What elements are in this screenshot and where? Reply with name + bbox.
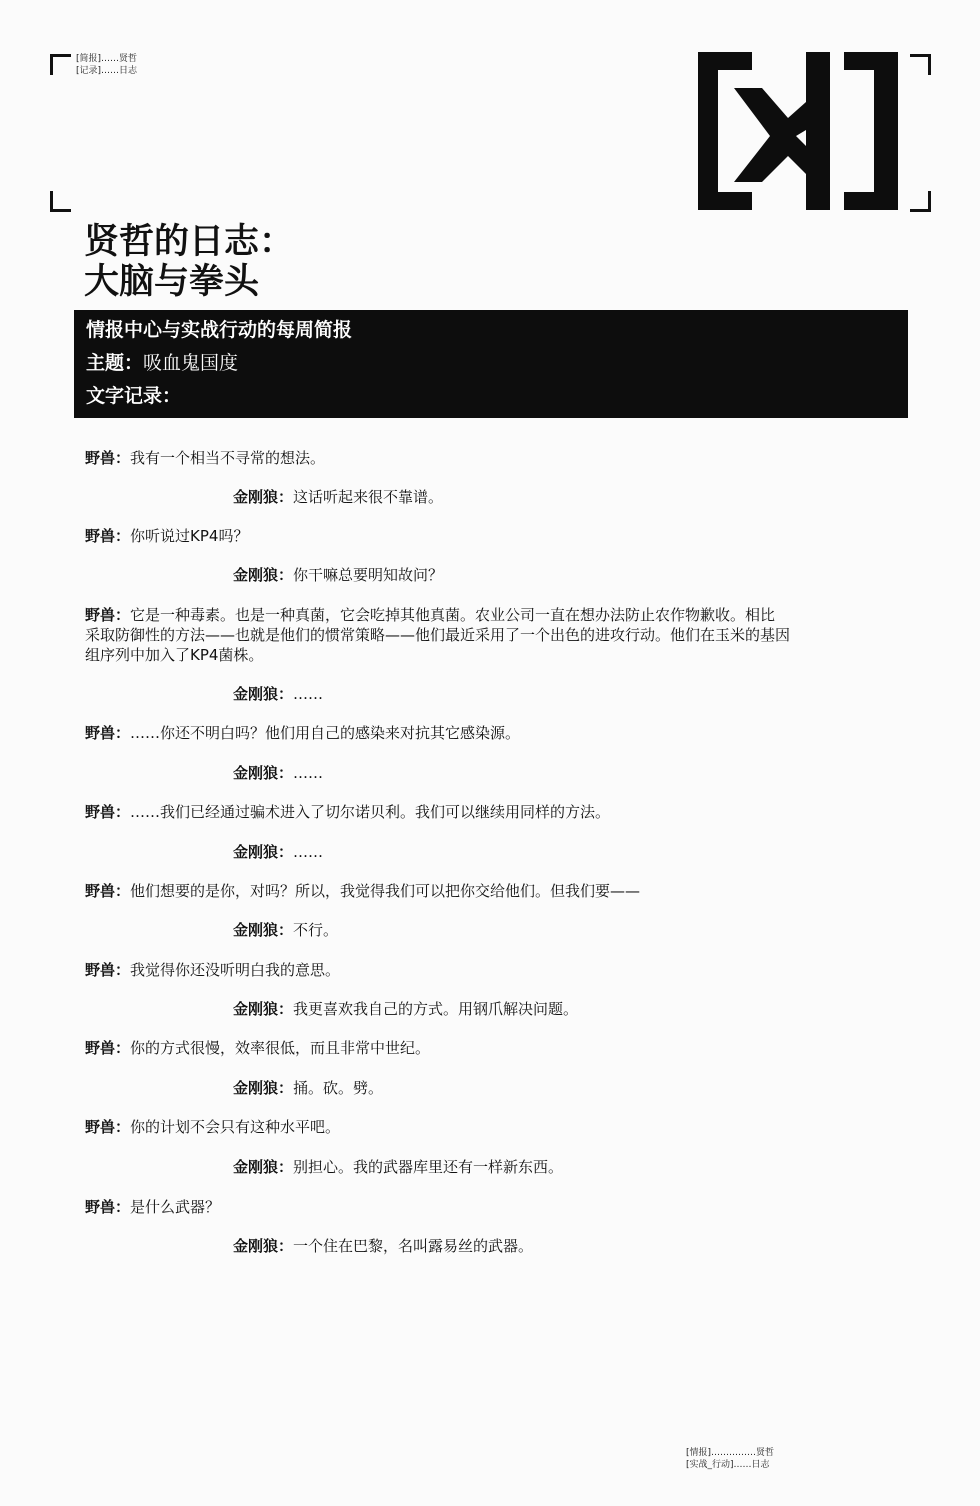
line-text: 你听说过KP4吗？ [130, 527, 249, 545]
transcript-line [85, 960, 790, 980]
transcript-line [85, 1038, 790, 1058]
line-text: 别担心。我的武器库里还有一样新东西。 [293, 1158, 564, 1176]
corner-bracket-bottom-left [50, 191, 71, 212]
transcript-line [233, 1157, 883, 1177]
header-tag [76, 53, 137, 77]
transcript-line [233, 1078, 883, 1098]
speaker-label: 金刚狼： [233, 488, 294, 506]
speaker-label: 金刚狼： [233, 843, 294, 861]
transcript-line [85, 723, 790, 743]
speaker-label: 金刚狼： [233, 1237, 294, 1255]
corner-bracket-top-left [50, 54, 71, 75]
transcript-line [233, 763, 883, 783]
line-text: 它是一种毒素。也是一种真菌，它会吃掉其他真菌。农业公司一直在想办法防止农作物歉收。相比采取防御性的方法——也就是他们的惯常策略——他们最近采用了一个出色的进攻行动。他们在玉米的基因组序列中加入了KP4菌株。 [85, 606, 791, 664]
line-text: ……你还不明白吗？他们用自己的感染来对抗其它感染源。 [130, 724, 521, 742]
speaker-label: 野兽： [85, 1118, 131, 1136]
transcript-line [85, 881, 790, 901]
speaker-label: 野兽： [85, 606, 131, 624]
line-text: 我有一个相当不寻常的想法。 [130, 449, 326, 467]
transcript-line [233, 1236, 883, 1256]
briefing-panel [74, 310, 908, 418]
speaker-label: 野兽： [85, 1039, 131, 1057]
line-text: 不行。 [293, 921, 339, 939]
footer-tag-line-2: [实战_行动]……日志 [686, 1460, 770, 1470]
speaker-label: 野兽： [85, 724, 131, 742]
briefing-subject-value: 吸血鬼国度 [143, 352, 239, 374]
briefing-subject-label: 主题： [86, 352, 144, 374]
line-text: …… [293, 685, 324, 703]
page-title-line-2: 大脑与拳头 [84, 262, 260, 302]
transcript-line [233, 565, 883, 585]
transcript-line [85, 1117, 790, 1137]
briefing-transcript-label: 文字记录： [86, 385, 182, 407]
line-text: 你的计划不会只有这种水平吧。 [130, 1118, 341, 1136]
speaker-label: 野兽： [85, 1198, 131, 1216]
briefing-heading: 情报中心与实战行动的每周简报 [86, 319, 353, 341]
transcript-line [233, 487, 883, 507]
speaker-label: 金刚狼： [233, 1079, 294, 1097]
transcript-line [85, 526, 790, 546]
transcript-line [85, 605, 790, 665]
transcript-line [233, 920, 883, 940]
transcript-line [85, 802, 790, 822]
corner-bracket-bottom-right [910, 191, 931, 212]
speaker-label: 野兽： [85, 803, 131, 821]
line-text: 你的方式很慢，效率很低，而且非常中世纪。 [130, 1039, 431, 1057]
speaker-label: 金刚狼： [233, 685, 294, 703]
page-title-line-1: 贤哲的日志： [84, 222, 295, 262]
page-title [84, 222, 294, 302]
header-tag-line-2: [记录]……日志 [76, 66, 138, 76]
x-men-logo-icon [698, 52, 898, 210]
briefing-subject [86, 347, 896, 380]
speaker-label: 野兽： [85, 449, 131, 467]
line-text: …… [293, 764, 324, 782]
line-text: 我更喜欢我自己的方式。用钢爪解决问题。 [293, 1000, 579, 1018]
speaker-label: 金刚狼： [233, 764, 294, 782]
speaker-label: 野兽： [85, 961, 131, 979]
transcript-line [233, 684, 883, 704]
speaker-label: 金刚狼： [233, 921, 294, 939]
speaker-label: 野兽： [85, 882, 131, 900]
line-text: 这话听起来很不靠谱。 [293, 488, 444, 506]
line-text: 我觉得你还没听明白我的意思。 [130, 961, 341, 979]
line-text: 捅。砍。劈。 [293, 1079, 384, 1097]
line-text: 你干嘛总要明知故问？ [293, 566, 444, 584]
speaker-label: 金刚狼： [233, 566, 294, 584]
line-text: 他们想要的是你，对吗？所以，我觉得我们可以把你交给他们。但我们要—— [130, 882, 641, 900]
line-text: ……我们已经通过骗术进入了切尔诺贝利。我们可以继续用同样的方法。 [130, 803, 611, 821]
corner-bracket-top-right [910, 54, 931, 75]
speaker-label: 金刚狼： [233, 1158, 294, 1176]
footer-tag-line-1: [情报]……………贤哲 [686, 1448, 775, 1458]
line-text: …… [293, 843, 324, 861]
transcript-line [233, 999, 883, 1019]
header-tag-line-1: [简报]……贤哲 [76, 54, 138, 64]
transcript-line [85, 1197, 790, 1217]
transcript-line [85, 448, 790, 468]
line-text: 是什么武器？ [130, 1198, 221, 1216]
line-text: 一个住在巴黎，名叫露易丝的武器。 [293, 1237, 534, 1255]
speaker-label: 金刚狼： [233, 1000, 294, 1018]
footer-tag [686, 1447, 774, 1471]
transcript-line [233, 842, 883, 862]
speaker-label: 野兽： [85, 527, 131, 545]
